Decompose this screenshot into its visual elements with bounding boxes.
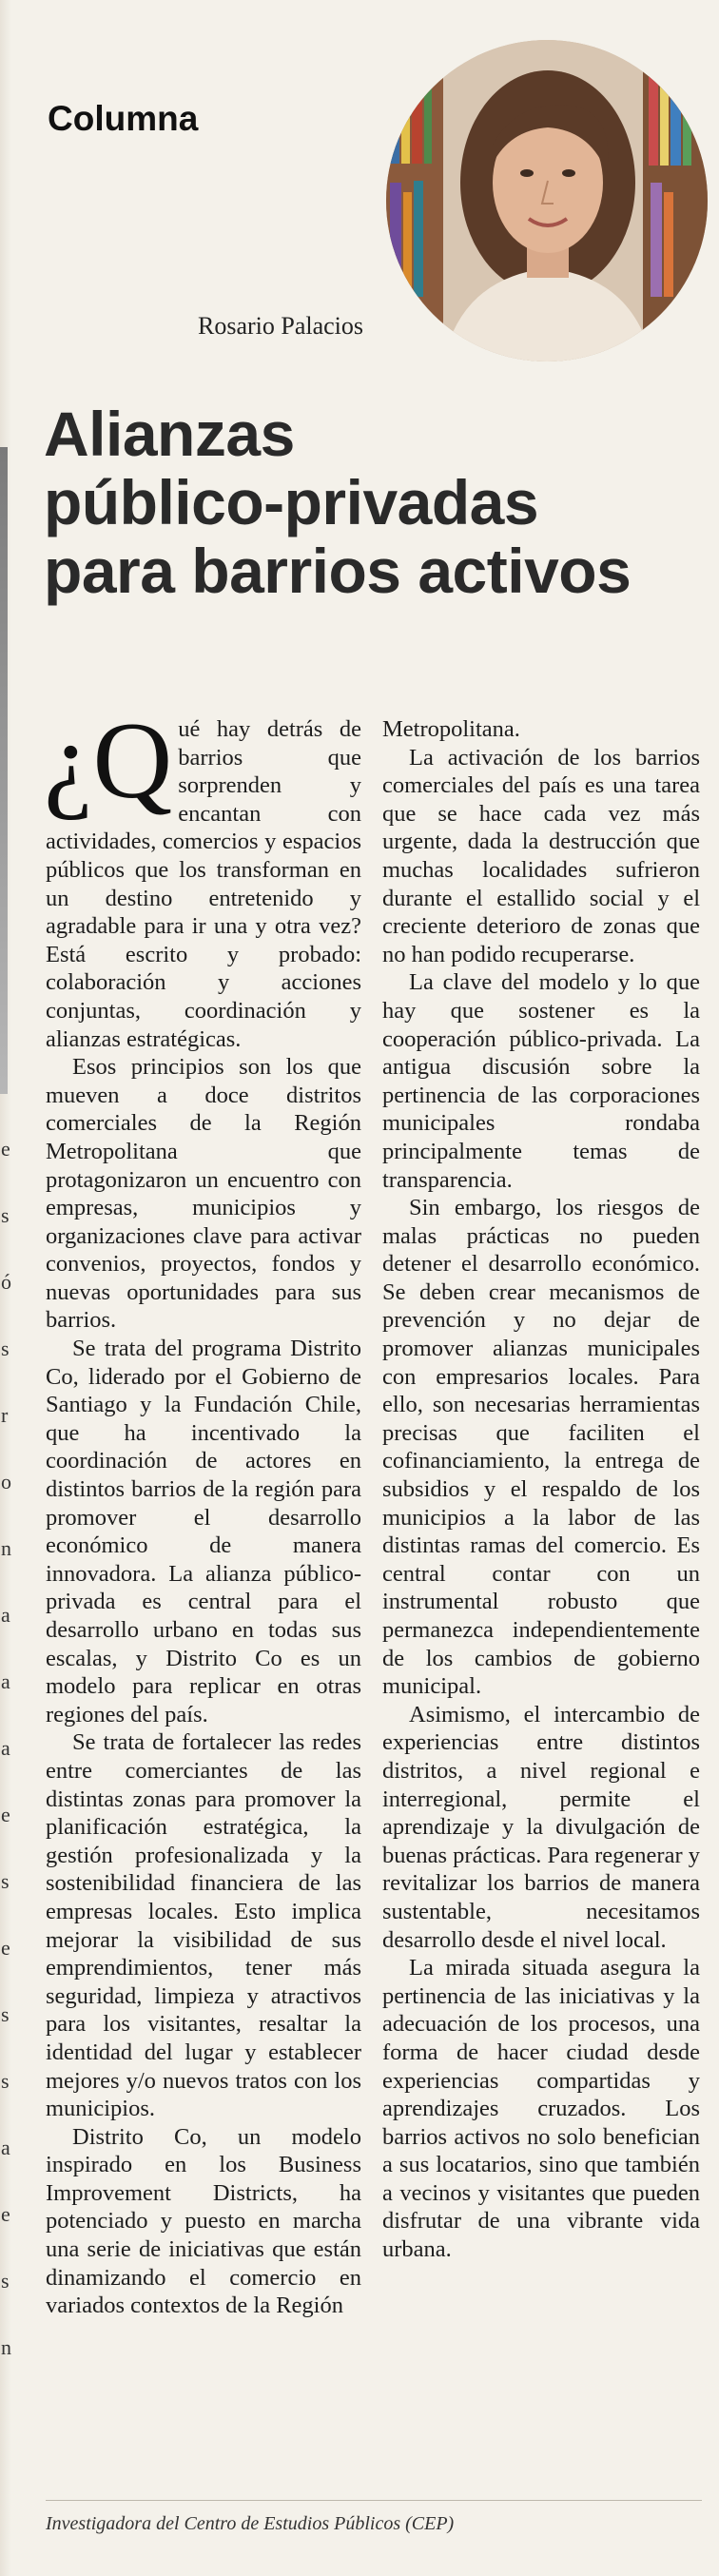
edge-glyph: a bbox=[1, 1669, 10, 1693]
headline-line-3: para barrios activos bbox=[44, 536, 632, 606]
edge-glyph: a bbox=[1, 1603, 10, 1627]
article-paragraph: La mirada situada asegura la pertinencia de las iniciativas y la adecuación de los procesos, una forma de hacer ciudad desde experiencias compartidas y aprendizajes cruzados. Los barrios activos no solo benefician a sus locatarios, sino que también a vecinos y visitantes que pueden disfrutar de una vibrante vida urbana. bbox=[382, 1955, 700, 2263]
edge-glyph: e bbox=[1, 1137, 10, 1161]
article-paragraph: Sin embargo, los riesgos de malas prácticas no pueden detener el desarrollo económico. Se deben crear mecanismos de prevención y no dejar de promover alianzas municipales con empresarios locales. Para ello, son necesarias herramientas precisas que faciliten el cofinanciamiento, la entrega de subsidios y el respaldo de los municipios a la labor de las distintas ramas del comercio. Es central contar con un instrumental robusto que permanezca independientemente de los cambios de gobierno municipal. bbox=[382, 1195, 700, 1700]
section-label: Columna bbox=[48, 99, 199, 138]
edge-glyph: s bbox=[1, 1337, 10, 1360]
edge-glyph: s bbox=[1, 1203, 10, 1227]
edge-glyph: a bbox=[1, 2136, 10, 2159]
edge-glyph: s bbox=[1, 2002, 10, 2026]
article-paragraph: Distrito Co, un modelo inspirado en los Business Improvement Districts, ha potenciado y puesto en marcha una serie de iniciativas que están dinamizando el comercio en variados contextos de la Región bbox=[46, 2123, 361, 2319]
article-paragraph: Asimismo, el intercambio de experiencias entre distintos distritos, a nivel regional e interregional, permite el aprendizaje y la divulgación de buenas prácticas. Para regenerar y revitalizar los barrios de manera sustentable, necesitamos desarrollo desde el nivel local. bbox=[382, 1701, 700, 1953]
first-paragraph-text: ué hay detrás de barrios que sorprenden y encantan con actividades, comercios y espacios públicos que los transforman en un destino entretenido y agradable para ir una y otra vez? Está escrito y probado: colaboración y acciones conjuntas, coordinación y alianzas estratégicas. bbox=[46, 716, 361, 1052]
drop-cap: ¿Q bbox=[44, 700, 173, 822]
author-portrait-illustration bbox=[386, 40, 708, 361]
author-credit: Investigadora del Centro de Estudios Públicos (CEP) bbox=[46, 2513, 455, 2534]
edge-glyph: e bbox=[1, 1803, 10, 1826]
edge-glyph: n bbox=[1, 1536, 11, 1560]
article-paragraph: Se trata de fortalecer las redes entre comerciantes de las distintas zonas para promover la planificación estratégica, la gestión profesionalizada y la sostenibilidad financiera de las empresas locales. Esto implica mejorar la visibilidad de sus emprendimientos, tener más seguridad, limpieza y atractivos para los visitantes, resaltar la identidad del lugar y establecer mejores y/o nuevos tratos con los municipios. bbox=[46, 1729, 361, 2122]
edge-glyph: r bbox=[1, 1403, 9, 1427]
author-name: Rosario Palacios bbox=[198, 312, 364, 340]
edge-glyph: e bbox=[1, 2202, 10, 2226]
adjacent-page-photo-strip bbox=[0, 447, 8, 1094]
headline-line-2: público-privadas bbox=[44, 467, 539, 537]
edge-glyph: ó bbox=[1, 1270, 11, 1294]
article-paragraph: La activación de los barrios comerciales del país es una tarea que se hace cada vez más urgente, dada la destrucción que muchas localidades sufrieron durante el estallido social y el creciente deterioro de zonas que no han podido recuperarse. bbox=[382, 744, 700, 967]
edge-glyph: o bbox=[1, 1470, 11, 1493]
edge-glyph: n bbox=[1, 2335, 11, 2359]
article-paragraph: Se trata del programa Distrito Co, liderado por el Gobierno de Santiago y la Fundación Chile, que ha incentivado la coordinación de actores en distintos barrios de la región para promover el desarrollo económico de manera innovadora. La alianza público-privada es central para el desarrollo urbano en todas sus escalas, y Distrito Co es un modelo para replicar en otras regiones del país. bbox=[46, 1336, 361, 1727]
edge-glyph: s bbox=[1, 1869, 10, 1893]
article-column-right bbox=[382, 715, 700, 2264]
article-paragraph: La clave del modelo y lo que hay que sostener es la cooperación público-privada. La antigua discusión sobre la pertinencia de las corporaciones municipales rondaba principalmente temas de transparencia. bbox=[382, 969, 700, 1193]
edge-glyph: s bbox=[1, 2069, 10, 2093]
article-paragraph: Esos principios son los que mueven a doce distritos comerciales de la Región Metropolitana que protagonizaron un encuentro con empresas, municipios y organizaciones clave para activar convenios, proyectos, fondos y nuevas oportunidades para sus barrios. bbox=[46, 1054, 361, 1334]
article-paragraph bbox=[44, 700, 361, 1053]
article-paragraph-continuation: Metropolitana. bbox=[382, 716, 520, 742]
author-photo bbox=[386, 40, 708, 361]
edge-glyph: s bbox=[1, 2269, 10, 2293]
footer-divider bbox=[46, 2500, 702, 2501]
headline bbox=[44, 400, 690, 605]
edge-glyph: a bbox=[1, 1736, 10, 1760]
article-column-left bbox=[44, 700, 361, 2320]
edge-glyph: e bbox=[1, 1936, 10, 1960]
headline-line-1: Alianzas bbox=[44, 399, 295, 469]
